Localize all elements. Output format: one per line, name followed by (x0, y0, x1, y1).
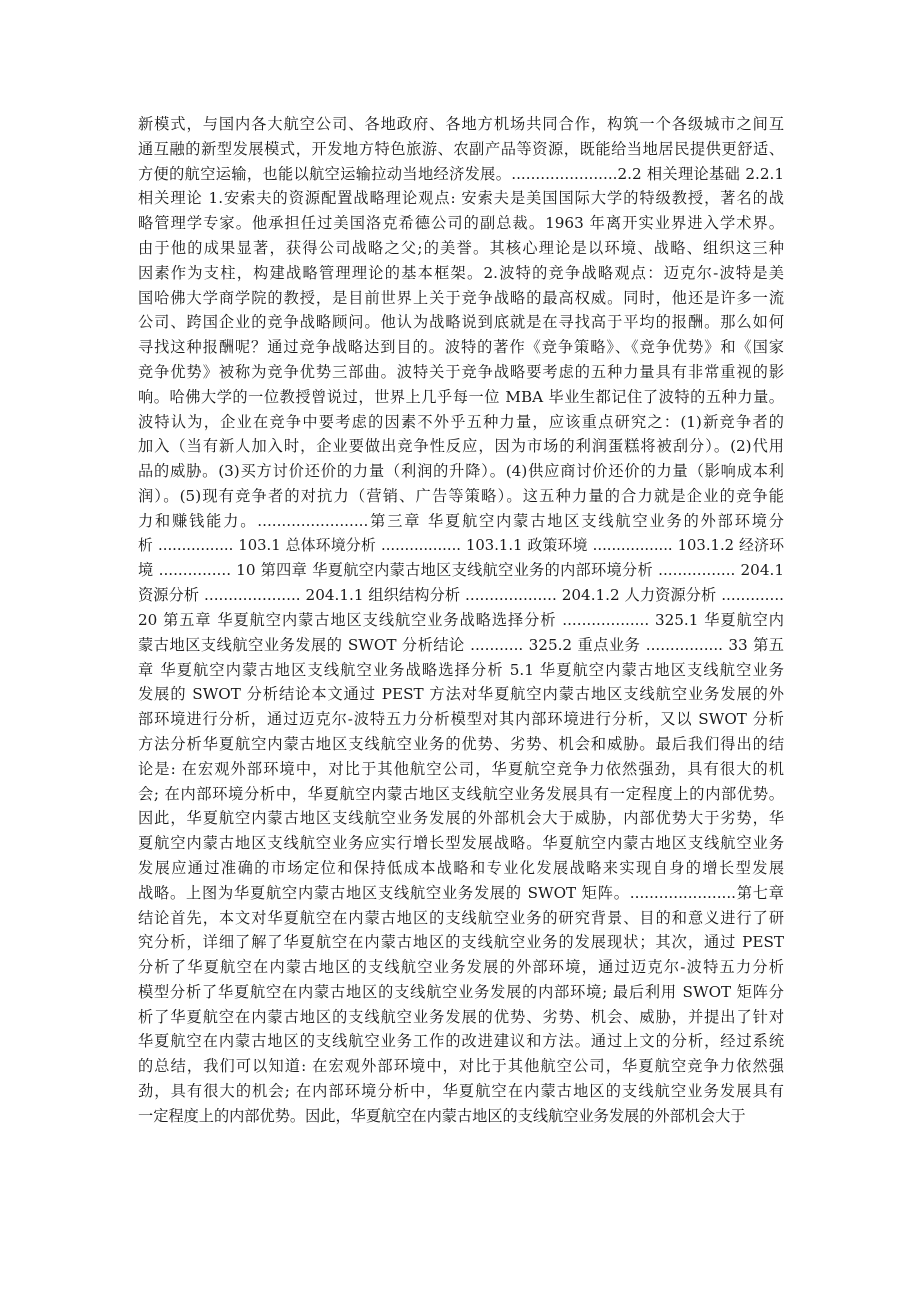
text-line: 会; 在内部环境分析中，华夏航空内蒙古地区支线航空业务发展具有一定程度上的内部优势。 (138, 784, 784, 803)
text-line: 发展应通过准确的市场定位和保持低成本战略和专业化发展战略来实现自身的增长型发展 (138, 858, 784, 877)
text-line: 蒙古地区支线航空业务发展的 SWOT 分析结论 ........... 325.2 重点业务 ................ 33 第五 (138, 635, 784, 654)
text-line: 波特认为，企业在竞争中要考虑的因素不外乎五种力量，应该重点研究之：(1)新竞争者的 (138, 412, 784, 431)
text-line: 由于他的成果显著，获得公司战略之父;的美誉。其核心理论是以环境、战略、组织这三种 (138, 238, 784, 257)
text-line: 的总结，我们可以知道: 在宏观外部环境中，对比于其他航空公司，华夏航空竞争力依然强 (138, 1057, 784, 1076)
text-line: 品的威胁。(3)买方讨价还价的力量（利润的升降）。(4)供应商讨价还价的力量（影响成本利 (138, 462, 784, 481)
text-line: 略管理学专家。他承担任过美国洛克希德公司的副总裁。1963 年离开实业界进入学术界。 (138, 214, 784, 233)
text-line: 发展的 SWOT 分析结论本文通过 PEST 方法对华夏航空内蒙古地区支线航空业务发展的外 (138, 685, 784, 704)
text-line: 相关理论 1.安索夫的资源配置战略理论观点: 安索夫是美国国际大学的特级教授，著名的战 (138, 189, 784, 208)
text-line: 究分析，详细了解了华夏航空在内蒙古地区的支线航空业务的发展现状；其次，通过 PEST (138, 933, 784, 952)
text-line: 通互融的新型发展模式，开发地方特色旅游、农副产品等资源，既能给当地居民提供更舒适、 (138, 139, 784, 158)
text-line: 国哈佛大学商学院的教授，是目前世界上关于竞争战略的最高权威。同时，他还是许多一流 (138, 288, 784, 307)
text-line: 论是: 在宏观外部环境中，对比于其他航空公司，华夏航空竞争力依然强劲，具有很大的机 (138, 759, 784, 778)
text-line: 分析了华夏航空在内蒙古地区的支线航空业务发展的外部环境，通过迈克尔-波特五力分析 (138, 958, 784, 977)
text-line: 模型分析了华夏航空在内蒙古地区的支线航空业务发展的内部环境; 最后利用 SWOT 矩阵分 (138, 982, 784, 1001)
text-line: 方便的航空运输，也能以航空运输拉动当地经济发展。......................2.2 相关理论基础 2.2.1 (138, 164, 784, 183)
text-line: 析了华夏航空在内蒙古地区的支线航空业务发展的优势、劣势、机会、威胁，并提出了针对 (138, 1007, 784, 1026)
text-line: 劲，具有很大的机会; 在内部环境分析中，华夏航空在内蒙古地区的支线航空业务发展具有 (138, 1082, 784, 1101)
text-line: 新模式，与国内各大航空公司、各地政府、各地方机场共同合作，构筑一个各级城市之间互 (138, 115, 784, 133)
text-line: 一定程度上的内部优势。因此，华夏航空在内蒙古地区的支线航空业务发展的外部机会大于 (138, 1106, 746, 1125)
text-line: 公司、跨国企业的竞争战略顾问。他认为战略说到底就是在寻找高于平均的报酬。那么如何 (138, 313, 784, 332)
text-line: 夏航空内蒙古地区支线航空业务应实行增长型发展战略。华夏航空内蒙古地区支线航空业务 (138, 834, 784, 853)
text-line: 竞争优势》被称为竞争优势三部曲。波特关于竞争战略要考虑的五种力量具有非常重视的影 (138, 362, 784, 381)
text-line: 力和赚钱能力。.......................第三章 华夏航空内蒙古地区支线航空业务的外部环境分 (138, 511, 784, 530)
text-line: 资源分析 .................... 204.1.1 组织结构分析 ................... 204.1.2 人力资源分析 ............. (138, 586, 784, 605)
text-line: 境 ............... 10 第四章 华夏航空内蒙古地区支线航空业务的内部环境分析 ................ 204.1 (138, 561, 784, 580)
text-line: 润）。(5)现有竞争者的对抗力（营销、广告等策略）。这五种力量的合力就是企业的竞争能 (138, 486, 784, 505)
body-text (138, 112, 784, 1129)
text-line: 章 华夏航空内蒙古地区支线航空业务战略选择分析 5.1 华夏航空内蒙古地区支线航空业务 (138, 660, 784, 679)
text-line: 方法分析华夏航空内蒙古地区支线航空业务的优势、劣势、机会和威胁。最后我们得出的结 (138, 734, 784, 753)
text-line: 华夏航空在内蒙古地区的支线航空业务工作的改进建议和方法。通过上文的分析，经过系统 (138, 1032, 784, 1051)
text-line: 因此，华夏航空内蒙古地区支线航空业务发展的外部机会大于威胁，内部优势大于劣势，华 (138, 809, 784, 828)
text-line: 析 ................ 103.1 总体环境分析 ................. 103.1.1 政策环境 ................. 103.1.2 经济环 (138, 536, 784, 554)
text-line: 结论首先，本文对华夏航空在内蒙古地区的支线航空业务的研究背景、目的和意义进行了研 (138, 908, 784, 927)
text-line: 因素作为支柱，构建战略管理理论的基本框架。2.波特的竞争战略观点：迈克尔-波特是美 (138, 263, 784, 282)
text-line: 加入（当有新人加入时，企业要做出竞争性反应，因为市场的利润蛋糕将被刮分）。(2)代用 (138, 437, 784, 456)
text-line: 响。哈佛大学的一位教授曾说过，世界上几乎每一位 MBA 毕业生都记住了波特的五种力量。 (138, 387, 784, 406)
text-line: 寻找这种报酬呢？通过竞争战略达到目的。波特的著作《竞争策略》、《竞争优势》和《国家 (138, 338, 784, 357)
text-line: 战略。上图为华夏航空内蒙古地区支线航空业务发展的 SWOT 矩阵。......................第七章 (138, 883, 784, 902)
text-line: 20 第五章 华夏航空内蒙古地区支线航空业务战略选择分析 .................. 325.1 华夏航空内 (138, 610, 784, 629)
text-line: 部环境进行分析，通过迈克尔-波特五力分析模型对其内部环境进行分析，又以 SWOT 分析 (138, 710, 784, 729)
